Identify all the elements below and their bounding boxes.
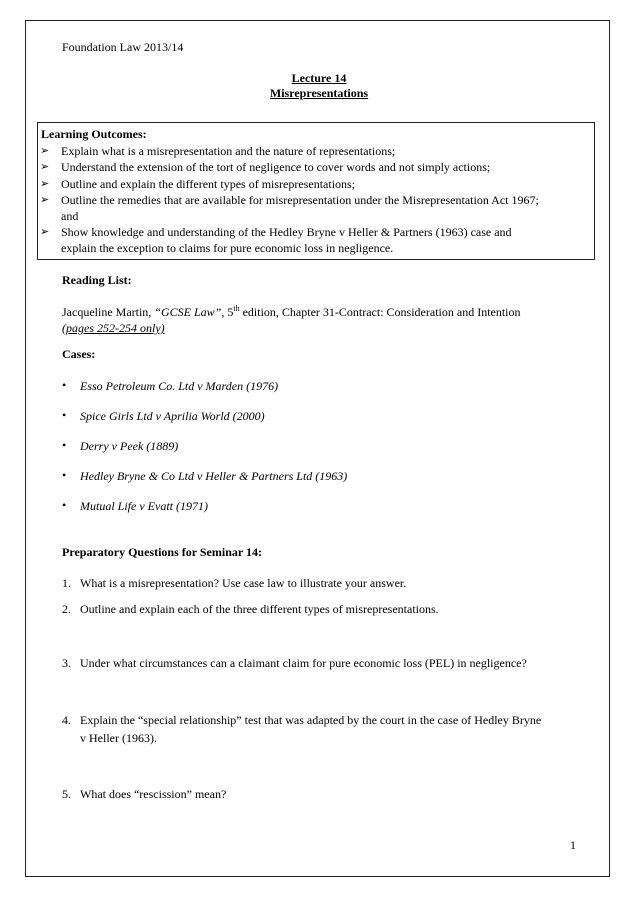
reading-list-pages: (pages 252-254 only) xyxy=(62,321,165,335)
question-number: 1. xyxy=(62,576,71,590)
arrow-bullet-icon: ➢ xyxy=(40,226,50,238)
question-text: Explain the “special relationship” test that was adapted by the court in the case of Hedley Bryne xyxy=(80,713,542,727)
arrow-bullet-icon: ➢ xyxy=(40,161,50,173)
bullet-icon: • xyxy=(62,378,67,392)
page-number: 1 xyxy=(570,838,576,852)
question-text-continued: v Heller (1963). xyxy=(80,731,157,745)
reading-list-entry: Jacqueline Martin, “GCSE Law”, 5th edition, Chapter 31-Contract: Consideration and Intention xyxy=(62,304,521,319)
bullet-icon: • xyxy=(62,438,67,452)
question-text: Under what circumstances can a claimant claim for pure economic loss (PEL) in negligence? xyxy=(80,656,527,670)
case-item: Hedley Bryne & Co Ltd v Heller & Partners Ltd (1963) xyxy=(80,469,348,483)
reading-list-heading: Reading List: xyxy=(62,273,132,287)
case-item: Derry v Peek (1889) xyxy=(80,439,179,453)
lecture-subtitle: Misrepresentations xyxy=(269,86,369,100)
case-item: Esso Petroleum Co. Ltd v Marden (1976) xyxy=(80,379,279,393)
case-item: Mutual Life v Evatt (1971) xyxy=(80,499,208,513)
question-text: What is a misrepresentation? Use case law to illustrate your answer. xyxy=(80,576,407,590)
arrow-bullet-icon: ➢ xyxy=(40,194,50,206)
question-text: Outline and explain each of the three different types of misrepresentations. xyxy=(80,602,439,616)
bullet-icon: • xyxy=(62,498,67,512)
question-number: 4. xyxy=(62,713,71,727)
course-header: Foundation Law 2013/14 xyxy=(62,40,184,54)
learning-outcomes-heading: Learning Outcomes: xyxy=(41,127,147,141)
lecture-title: Lecture 14 xyxy=(291,71,347,85)
learning-outcomes-box: Learning Outcomes: ➢ Explain what is a misrepresentation and the nature of representations; ➢ Understand the extension of the tort of negligence to cover words and not simply actions; ➢ Outline and explain the different types of misrepresentations; ➢ Outline the remedies that are available for misrepresentation under the Misrepresentation Act 1967; and ➢ Show knowledge and understanding of the Hedley Bryne v Heller & Partners (1963) case and explain the exception to claims for pure economic loss in negligence. xyxy=(37,122,595,260)
questions-heading: Preparatory Questions for Seminar 14: xyxy=(62,545,262,559)
bullet-icon: • xyxy=(62,408,67,422)
arrow-bullet-icon: ➢ xyxy=(40,178,50,190)
cases-heading: Cases: xyxy=(62,347,96,361)
question-text: What does “rescission” mean? xyxy=(80,787,227,801)
case-item: Spice Girls Ltd v Aprilia World (2000) xyxy=(80,409,265,423)
question-number: 2. xyxy=(62,602,71,616)
question-number: 3. xyxy=(62,656,71,670)
question-number: 5. xyxy=(62,787,71,801)
bullet-icon: • xyxy=(62,468,67,482)
arrow-bullet-icon: ➢ xyxy=(40,145,50,157)
